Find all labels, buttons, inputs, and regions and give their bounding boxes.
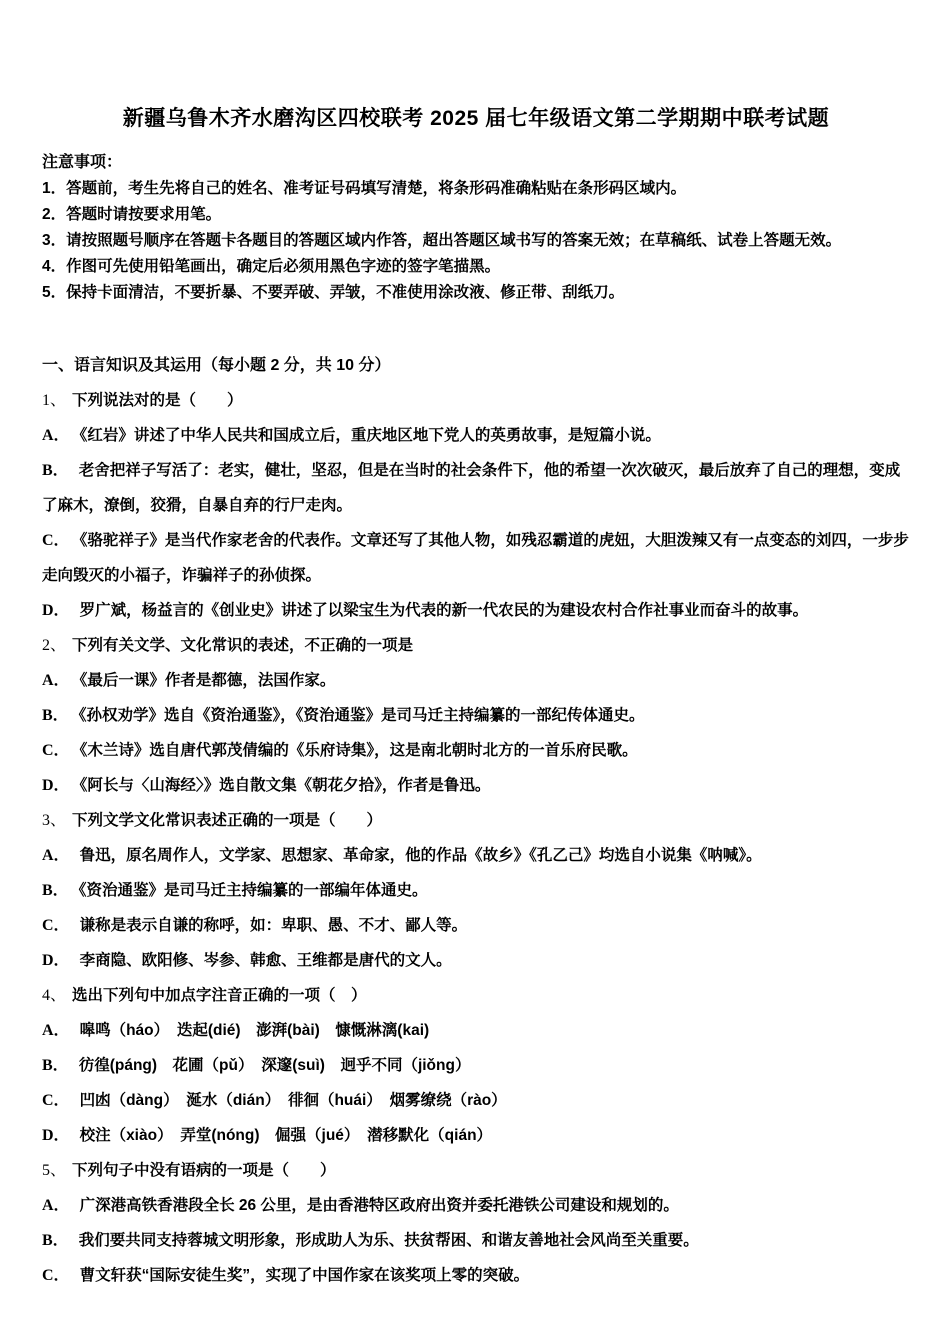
option-label: A． <box>42 1022 70 1039</box>
option-label: D． <box>42 952 70 969</box>
question-number: 4、 <box>42 987 67 1004</box>
question-number: 1、 <box>42 392 67 409</box>
option-text: 校注（xiào） 弄堂(nóng) 倔强（jué） 潜移默化（qián） <box>79 1127 493 1144</box>
option-text: 《资治通鉴》是司马迁主持编纂的一部编年体通史。 <box>78 882 428 899</box>
option-label: B． <box>42 1057 69 1074</box>
option-text: 凹凼（dàng） 涎水（dián） 徘徊（huái） 烟雾缭绕（rào） <box>79 1092 507 1109</box>
option-text: 《木兰诗》选自唐代郭茂倩编的《乐府诗集》，这是南北朝时北方的一首乐府民歌。 <box>79 742 638 759</box>
option-text: 李商隐、欧阳修、岑参、韩愈、王维都是唐代的文人。 <box>79 952 452 969</box>
option-label: B． <box>42 1232 69 1249</box>
option-d <box>42 943 910 978</box>
option-c <box>42 733 910 768</box>
option-label: C． <box>42 917 70 934</box>
question-number: 3、 <box>42 812 67 829</box>
option-label: A． <box>42 672 70 689</box>
option-label: D． <box>42 602 70 619</box>
question-3 <box>42 803 910 978</box>
option-text: 嗥鸣（háo） 迭起(dié) 澎湃(bài) 慷慨淋漓(kai) <box>79 1022 430 1039</box>
option-b <box>42 698 910 733</box>
option-b <box>42 873 910 908</box>
section-heading: 一、语言知识及其运用（每小题 2 分，共 10 分） <box>42 357 391 374</box>
notice-item: 4．作图可先使用铅笔画出，确定后必须用黑色字迹的签字笔描黑。 <box>42 258 501 275</box>
option-text: 罗广斌，杨益言的《创业史》讲述了以梁宝生为代表的新一代农民的为建设农村合作社事业而奋斗的故事。 <box>79 602 809 619</box>
option-a <box>42 838 910 873</box>
question-number: 2、 <box>42 637 67 654</box>
question-stem <box>42 383 910 418</box>
option-b <box>42 453 910 523</box>
option-label: B． <box>42 707 69 724</box>
option-label: B． <box>42 882 69 899</box>
option-b <box>42 1223 910 1258</box>
question-1 <box>42 383 910 628</box>
question-stem-text: 选出下列句中加点字注音正确的一项（ ） <box>72 987 367 1004</box>
option-c <box>42 523 910 593</box>
question-5 <box>42 1153 910 1293</box>
option-label: A． <box>42 847 70 864</box>
option-text: 谦称是表示自谦的称呼，如：卑职、愚、不才、鄙人等。 <box>79 917 468 934</box>
question-stem <box>42 628 910 663</box>
option-label: C． <box>42 742 70 759</box>
option-text: 《最后一课》作者是都德，法国作家。 <box>79 672 336 689</box>
option-label: C． <box>42 1267 70 1284</box>
question-stem-text: 下列文学文化常识表述正确的一项是（ ） <box>72 812 383 829</box>
option-label: C． <box>42 532 70 549</box>
option-text: 曹文轩获“国际安徒生奖”，实现了中国作家在该奖项上零的突破。 <box>79 1267 530 1284</box>
option-d <box>42 1118 910 1153</box>
option-a <box>42 1013 910 1048</box>
question-number: 5、 <box>42 1162 67 1179</box>
option-label: D． <box>42 777 70 794</box>
option-text: 老舍把祥子写活了：老实，健壮，坚忍，但是在当时的社会条件下，他的希望一次次破灭，最后放弃了自己的理想，变成了麻木，潦倒，狡猾，自暴自弃的行尸走肉。 <box>42 462 901 514</box>
page-title: 新疆乌鲁木齐水磨沟区四校联考 2025 届七年级语文第二学期期中联考试题 <box>122 107 830 130</box>
question-2 <box>42 628 910 803</box>
question-stem <box>42 1153 910 1188</box>
option-text: 《骆驼祥子》是当代作家老舍的代表作。文章还写了其他人物，如残忍霸道的虎妞，大胆泼辣又有一点变态的刘四，一步步走向毁灭的小福子，诈骗祥子的孙侦探。 <box>42 532 909 584</box>
option-b <box>42 1048 910 1083</box>
option-label: C． <box>42 1092 70 1109</box>
notice-item: 3．请按照题号顺序在答题卡各题目的答题区域内作答，超出答题区域书写的答案无效；在草稿纸、试卷上答题无效。 <box>42 232 842 249</box>
question-4 <box>42 978 910 1153</box>
option-text: 我们要共同支持蓉城文明形象，形成助人为乐、扶贫帮困、和谐友善地社会风尚至关重要。 <box>78 1232 699 1249</box>
option-a <box>42 663 910 698</box>
question-stem-text: 下列有关文学、文化常识的表述，不正确的一项是 <box>72 637 414 654</box>
option-c <box>42 1258 910 1293</box>
option-text: 鲁迅，原名周作人，文学家、思想家、革命家，他的作品《故乡》《孔乙己》均选自小说集《呐喊》。 <box>79 847 762 864</box>
notice-section <box>42 150 910 306</box>
notice-item: 5．保持卡面清洁，不要折暴、不要弄破、弄皱，不准使用涂改液、修正带、刮纸刀。 <box>42 284 625 301</box>
option-text: 广深港高铁香港段全长 26 公里，是由香港特区政府出资并委托港铁公司建设和规划的。 <box>79 1197 679 1214</box>
option-d <box>42 768 910 803</box>
option-text: 《阿长与〈山海经〉》选自散文集《朝花夕拾》，作者是鲁迅。 <box>79 777 491 794</box>
notice-item: 1．答题前，考生先将自己的姓名、准考证号码填写清楚，将条形码准确粘贴在条形码区域内。 <box>42 180 687 197</box>
option-c <box>42 908 910 943</box>
notice-heading: 注意事项： <box>42 154 123 171</box>
option-text: 《孙权劝学》选自《资治通鉴》，《资治通鉴》是司马迁主持编纂的一部纪传体通史。 <box>78 707 645 724</box>
option-d <box>42 593 910 628</box>
option-c <box>42 1083 910 1118</box>
question-stem-text: 下列说法对的是（ ） <box>72 392 243 409</box>
question-stem <box>42 978 910 1013</box>
option-a <box>42 418 910 453</box>
option-a <box>42 1188 910 1223</box>
notice-item: 2．答题时请按要求用笔。 <box>42 206 222 223</box>
option-text: 《红岩》讲述了中华人民共和国成立后，重庆地区地下党人的英勇故事，是短篇小说。 <box>79 427 661 444</box>
question-stem-text: 下列句子中没有语病的一项是（ ） <box>72 1162 336 1179</box>
option-label: A． <box>42 1197 70 1214</box>
question-stem <box>42 803 910 838</box>
option-label: A． <box>42 427 70 444</box>
option-label: D． <box>42 1127 70 1144</box>
option-text: 彷徨(páng) 花圃（pǔ） 深邃(suì) 迥乎不同（jiǒng） <box>78 1057 471 1074</box>
option-label: B． <box>42 462 69 479</box>
